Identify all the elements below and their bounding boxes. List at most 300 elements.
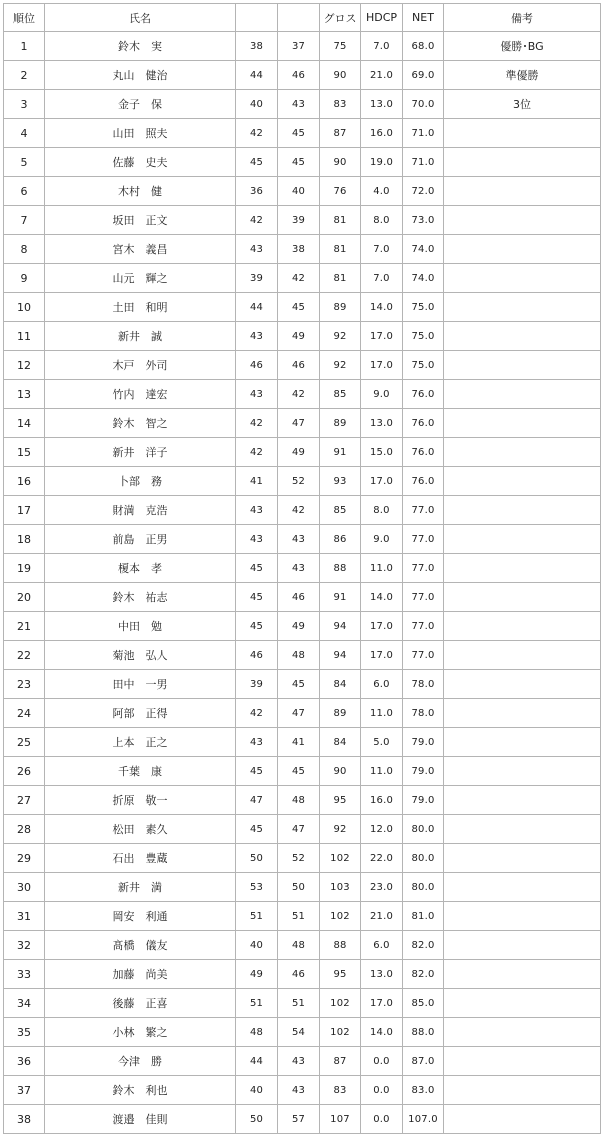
- cell-gross: 107: [320, 1105, 361, 1134]
- table-row: [4, 786, 601, 815]
- cell-name: 榎本 孝: [45, 554, 236, 583]
- cell-name: 木戸 外司: [45, 351, 236, 380]
- table-row: [4, 293, 601, 322]
- cell-in-score: 42: [278, 264, 320, 293]
- cell-name: 田中 一男: [45, 670, 236, 699]
- cell-rank: 17: [4, 496, 45, 525]
- table-row: [4, 148, 601, 177]
- table-row: [4, 264, 601, 293]
- cell-remarks: [444, 351, 601, 380]
- cell-in-score: 42: [278, 380, 320, 409]
- cell-net: 74.0: [403, 235, 444, 264]
- cell-out-score: 51: [236, 902, 278, 931]
- cell-name: 山元 輝之: [45, 264, 236, 293]
- cell-rank: 34: [4, 989, 45, 1018]
- cell-rank: 11: [4, 322, 45, 351]
- cell-in-score: 46: [278, 960, 320, 989]
- cell-rank: 38: [4, 1105, 45, 1134]
- results-table: [3, 3, 601, 1134]
- cell-net: 77.0: [403, 612, 444, 641]
- cell-out-score: 39: [236, 670, 278, 699]
- cell-gross: 91: [320, 438, 361, 467]
- cell-name: 松田 素久: [45, 815, 236, 844]
- cell-name: 岡安 利通: [45, 902, 236, 931]
- cell-hdcp: 11.0: [361, 757, 403, 786]
- cell-out-score: 43: [236, 322, 278, 351]
- cell-hdcp: 17.0: [361, 989, 403, 1018]
- cell-hdcp: 6.0: [361, 931, 403, 960]
- table-row: [4, 525, 601, 554]
- cell-out-score: 43: [236, 525, 278, 554]
- cell-rank: 27: [4, 786, 45, 815]
- cell-net: 80.0: [403, 873, 444, 902]
- cell-out-score: 51: [236, 989, 278, 1018]
- table-row: [4, 960, 601, 989]
- cell-gross: 92: [320, 815, 361, 844]
- cell-name: 坂田 正文: [45, 206, 236, 235]
- cell-gross: 102: [320, 844, 361, 873]
- table-row: [4, 670, 601, 699]
- cell-remarks: [444, 670, 601, 699]
- table-row: [4, 438, 601, 467]
- cell-gross: 86: [320, 525, 361, 554]
- cell-rank: 4: [4, 119, 45, 148]
- cell-out-score: 45: [236, 757, 278, 786]
- cell-rank: 35: [4, 1018, 45, 1047]
- table-row: [4, 1047, 601, 1076]
- cell-remarks: [444, 873, 601, 902]
- cell-remarks: [444, 728, 601, 757]
- cell-out-score: 40: [236, 1076, 278, 1105]
- cell-net: 77.0: [403, 554, 444, 583]
- cell-remarks: [444, 641, 601, 670]
- cell-remarks: [444, 960, 601, 989]
- cell-rank: 7: [4, 206, 45, 235]
- cell-net: 72.0: [403, 177, 444, 206]
- cell-in-score: 49: [278, 322, 320, 351]
- cell-in-score: 47: [278, 409, 320, 438]
- cell-name: 鈴木 智之: [45, 409, 236, 438]
- cell-net: 70.0: [403, 90, 444, 119]
- cell-hdcp: 17.0: [361, 612, 403, 641]
- cell-net: 75.0: [403, 351, 444, 380]
- cell-rank: 2: [4, 61, 45, 90]
- cell-hdcp: 8.0: [361, 206, 403, 235]
- cell-hdcp: 16.0: [361, 119, 403, 148]
- cell-name: 菊池 弘人: [45, 641, 236, 670]
- cell-in-score: 43: [278, 1076, 320, 1105]
- cell-out-score: 40: [236, 931, 278, 960]
- cell-hdcp: 13.0: [361, 960, 403, 989]
- table-row: [4, 496, 601, 525]
- cell-hdcp: 13.0: [361, 409, 403, 438]
- cell-rank: 6: [4, 177, 45, 206]
- cell-in-score: 46: [278, 61, 320, 90]
- cell-remarks: [444, 989, 601, 1018]
- cell-remarks: [444, 786, 601, 815]
- cell-gross: 84: [320, 728, 361, 757]
- cell-name: 鈴木 利也: [45, 1076, 236, 1105]
- cell-in-score: 37: [278, 32, 320, 61]
- cell-remarks: [444, 177, 601, 206]
- cell-in-score: 43: [278, 525, 320, 554]
- cell-rank: 32: [4, 931, 45, 960]
- cell-name: 今津 勝: [45, 1047, 236, 1076]
- cell-net: 71.0: [403, 148, 444, 177]
- cell-hdcp: 8.0: [361, 496, 403, 525]
- cell-hdcp: 17.0: [361, 467, 403, 496]
- cell-gross: 87: [320, 119, 361, 148]
- table-row: [4, 177, 601, 206]
- cell-rank: 10: [4, 293, 45, 322]
- table-row: [4, 206, 601, 235]
- cell-out-score: 41: [236, 467, 278, 496]
- cell-gross: 85: [320, 496, 361, 525]
- cell-gross: 90: [320, 757, 361, 786]
- cell-rank: 28: [4, 815, 45, 844]
- cell-remarks: 3位: [444, 90, 601, 119]
- cell-gross: 94: [320, 641, 361, 670]
- header-net: NET: [403, 4, 444, 32]
- cell-remarks: [444, 583, 601, 612]
- cell-rank: 31: [4, 902, 45, 931]
- cell-remarks: [444, 612, 601, 641]
- cell-hdcp: 21.0: [361, 61, 403, 90]
- table-row: [4, 612, 601, 641]
- cell-gross: 92: [320, 322, 361, 351]
- cell-out-score: 45: [236, 554, 278, 583]
- cell-out-score: 49: [236, 960, 278, 989]
- cell-out-score: 47: [236, 786, 278, 815]
- cell-hdcp: 17.0: [361, 351, 403, 380]
- cell-hdcp: 9.0: [361, 380, 403, 409]
- table-row: [4, 32, 601, 61]
- cell-gross: 91: [320, 583, 361, 612]
- cell-net: 79.0: [403, 786, 444, 815]
- cell-rank: 9: [4, 264, 45, 293]
- cell-rank: 36: [4, 1047, 45, 1076]
- cell-remarks: [444, 699, 601, 728]
- cell-net: 80.0: [403, 815, 444, 844]
- cell-remarks: [444, 438, 601, 467]
- cell-rank: 22: [4, 641, 45, 670]
- cell-out-score: 40: [236, 90, 278, 119]
- cell-remarks: [444, 931, 601, 960]
- cell-hdcp: 12.0: [361, 815, 403, 844]
- cell-hdcp: 0.0: [361, 1105, 403, 1134]
- cell-gross: 85: [320, 380, 361, 409]
- cell-rank: 25: [4, 728, 45, 757]
- cell-net: 76.0: [403, 380, 444, 409]
- cell-hdcp: 11.0: [361, 699, 403, 728]
- cell-hdcp: 14.0: [361, 583, 403, 612]
- cell-hdcp: 6.0: [361, 670, 403, 699]
- cell-gross: 76: [320, 177, 361, 206]
- cell-net: 77.0: [403, 583, 444, 612]
- cell-in-score: 47: [278, 699, 320, 728]
- cell-net: 78.0: [403, 699, 444, 728]
- table-row: [4, 90, 601, 119]
- cell-hdcp: 19.0: [361, 148, 403, 177]
- cell-rank: 26: [4, 757, 45, 786]
- cell-in-score: 48: [278, 931, 320, 960]
- cell-hdcp: 0.0: [361, 1076, 403, 1105]
- header-rank: 順位: [4, 4, 45, 32]
- cell-gross: 81: [320, 206, 361, 235]
- cell-in-score: 39: [278, 206, 320, 235]
- cell-name: 鈴木 実: [45, 32, 236, 61]
- cell-remarks: [444, 380, 601, 409]
- cell-remarks: [444, 119, 601, 148]
- cell-remarks: [444, 293, 601, 322]
- cell-hdcp: 0.0: [361, 1047, 403, 1076]
- cell-gross: 95: [320, 786, 361, 815]
- cell-gross: 93: [320, 467, 361, 496]
- cell-out-score: 42: [236, 119, 278, 148]
- table-row: [4, 757, 601, 786]
- cell-out-score: 43: [236, 496, 278, 525]
- cell-hdcp: 16.0: [361, 786, 403, 815]
- cell-in-score: 45: [278, 293, 320, 322]
- cell-in-score: 51: [278, 989, 320, 1018]
- cell-name: 財満 克浩: [45, 496, 236, 525]
- cell-hdcp: 7.0: [361, 235, 403, 264]
- table-row: [4, 699, 601, 728]
- cell-name: 金子 保: [45, 90, 236, 119]
- cell-gross: 75: [320, 32, 361, 61]
- cell-out-score: 43: [236, 235, 278, 264]
- table-row: [4, 119, 601, 148]
- cell-rank: 8: [4, 235, 45, 264]
- cell-in-score: 52: [278, 467, 320, 496]
- cell-out-score: 45: [236, 612, 278, 641]
- cell-hdcp: 4.0: [361, 177, 403, 206]
- cell-hdcp: 17.0: [361, 322, 403, 351]
- cell-hdcp: 7.0: [361, 264, 403, 293]
- cell-net: 79.0: [403, 757, 444, 786]
- cell-in-score: 45: [278, 148, 320, 177]
- cell-out-score: 46: [236, 641, 278, 670]
- cell-net: 74.0: [403, 264, 444, 293]
- header-out: [236, 4, 278, 32]
- cell-in-score: 57: [278, 1105, 320, 1134]
- table-row: [4, 815, 601, 844]
- cell-gross: 103: [320, 873, 361, 902]
- table-row: [4, 989, 601, 1018]
- cell-out-score: 48: [236, 1018, 278, 1047]
- cell-net: 76.0: [403, 467, 444, 496]
- header-gross: グロス: [320, 4, 361, 32]
- cell-out-score: 50: [236, 1105, 278, 1134]
- cell-in-score: 43: [278, 90, 320, 119]
- cell-net: 79.0: [403, 728, 444, 757]
- table-row: [4, 583, 601, 612]
- cell-out-score: 43: [236, 380, 278, 409]
- cell-hdcp: 22.0: [361, 844, 403, 873]
- cell-net: 77.0: [403, 496, 444, 525]
- cell-name: 木村 健: [45, 177, 236, 206]
- cell-hdcp: 9.0: [361, 525, 403, 554]
- cell-rank: 30: [4, 873, 45, 902]
- cell-net: 107.0: [403, 1105, 444, 1134]
- cell-gross: 92: [320, 351, 361, 380]
- cell-gross: 88: [320, 931, 361, 960]
- cell-hdcp: 21.0: [361, 902, 403, 931]
- cell-gross: 90: [320, 148, 361, 177]
- cell-gross: 84: [320, 670, 361, 699]
- cell-gross: 81: [320, 235, 361, 264]
- cell-net: 76.0: [403, 438, 444, 467]
- cell-net: 71.0: [403, 119, 444, 148]
- cell-rank: 33: [4, 960, 45, 989]
- table-row: [4, 322, 601, 351]
- cell-gross: 89: [320, 409, 361, 438]
- cell-name: 千葉 康: [45, 757, 236, 786]
- table-row: [4, 1076, 601, 1105]
- cell-rank: 24: [4, 699, 45, 728]
- cell-gross: 89: [320, 293, 361, 322]
- cell-rank: 15: [4, 438, 45, 467]
- cell-in-score: 54: [278, 1018, 320, 1047]
- cell-net: 76.0: [403, 409, 444, 438]
- cell-in-score: 46: [278, 583, 320, 612]
- cell-in-score: 43: [278, 1047, 320, 1076]
- cell-gross: 102: [320, 902, 361, 931]
- cell-in-score: 45: [278, 119, 320, 148]
- cell-net: 78.0: [403, 670, 444, 699]
- cell-name: 佐藤 史夫: [45, 148, 236, 177]
- cell-remarks: [444, 467, 601, 496]
- cell-hdcp: 14.0: [361, 293, 403, 322]
- cell-net: 82.0: [403, 960, 444, 989]
- cell-hdcp: 15.0: [361, 438, 403, 467]
- cell-rank: 1: [4, 32, 45, 61]
- cell-out-score: 46: [236, 351, 278, 380]
- cell-in-score: 50: [278, 873, 320, 902]
- cell-gross: 83: [320, 90, 361, 119]
- cell-net: 75.0: [403, 293, 444, 322]
- table-row: [4, 554, 601, 583]
- cell-name: 阿部 正得: [45, 699, 236, 728]
- cell-rank: 12: [4, 351, 45, 380]
- cell-name: 宮木 義昌: [45, 235, 236, 264]
- cell-rank: 16: [4, 467, 45, 496]
- cell-name: 渡邉 佳則: [45, 1105, 236, 1134]
- cell-out-score: 50: [236, 844, 278, 873]
- cell-net: 73.0: [403, 206, 444, 235]
- cell-rank: 18: [4, 525, 45, 554]
- table-row: [4, 728, 601, 757]
- cell-name: 小林 繁之: [45, 1018, 236, 1047]
- cell-rank: 37: [4, 1076, 45, 1105]
- cell-remarks: [444, 815, 601, 844]
- header-hdcp: HDCP: [361, 4, 403, 32]
- header-name: 氏名: [45, 4, 236, 32]
- cell-name: 山田 照夫: [45, 119, 236, 148]
- cell-net: 88.0: [403, 1018, 444, 1047]
- cell-out-score: 45: [236, 815, 278, 844]
- cell-gross: 81: [320, 264, 361, 293]
- cell-name: 上本 正之: [45, 728, 236, 757]
- cell-name: 丸山 健治: [45, 61, 236, 90]
- cell-gross: 90: [320, 61, 361, 90]
- cell-remarks: [444, 525, 601, 554]
- cell-out-score: 44: [236, 1047, 278, 1076]
- cell-in-score: 48: [278, 786, 320, 815]
- cell-in-score: 41: [278, 728, 320, 757]
- cell-in-score: 47: [278, 815, 320, 844]
- cell-net: 77.0: [403, 525, 444, 554]
- table-header-row: [4, 4, 601, 32]
- cell-remarks: [444, 206, 601, 235]
- cell-net: 75.0: [403, 322, 444, 351]
- table-row: [4, 1105, 601, 1134]
- cell-remarks: 優勝･BG: [444, 32, 601, 61]
- cell-in-score: 42: [278, 496, 320, 525]
- cell-out-score: 44: [236, 61, 278, 90]
- cell-remarks: [444, 757, 601, 786]
- cell-out-score: 43: [236, 728, 278, 757]
- cell-gross: 83: [320, 1076, 361, 1105]
- table-row: [4, 61, 601, 90]
- cell-in-score: 52: [278, 844, 320, 873]
- cell-name: 土田 和明: [45, 293, 236, 322]
- cell-remarks: [444, 496, 601, 525]
- cell-name: 折原 敬一: [45, 786, 236, 815]
- cell-hdcp: 5.0: [361, 728, 403, 757]
- cell-gross: 89: [320, 699, 361, 728]
- cell-out-score: 42: [236, 409, 278, 438]
- cell-name: 中田 勉: [45, 612, 236, 641]
- cell-remarks: [444, 322, 601, 351]
- cell-out-score: 45: [236, 148, 278, 177]
- cell-hdcp: 17.0: [361, 641, 403, 670]
- cell-in-score: 43: [278, 554, 320, 583]
- cell-hdcp: 14.0: [361, 1018, 403, 1047]
- cell-rank: 20: [4, 583, 45, 612]
- cell-remarks: [444, 1105, 601, 1134]
- cell-gross: 102: [320, 989, 361, 1018]
- cell-out-score: 45: [236, 583, 278, 612]
- cell-gross: 88: [320, 554, 361, 583]
- table-row: [4, 235, 601, 264]
- cell-rank: 23: [4, 670, 45, 699]
- cell-rank: 19: [4, 554, 45, 583]
- cell-gross: 94: [320, 612, 361, 641]
- cell-remarks: [444, 148, 601, 177]
- cell-remarks: [444, 844, 601, 873]
- cell-remarks: [444, 1076, 601, 1105]
- cell-out-score: 42: [236, 699, 278, 728]
- cell-in-score: 46: [278, 351, 320, 380]
- table-row: [4, 1018, 601, 1047]
- cell-hdcp: 23.0: [361, 873, 403, 902]
- cell-in-score: 49: [278, 438, 320, 467]
- table-row: [4, 409, 601, 438]
- cell-name: 後藤 正喜: [45, 989, 236, 1018]
- cell-remarks: [444, 409, 601, 438]
- cell-in-score: 51: [278, 902, 320, 931]
- cell-rank: 3: [4, 90, 45, 119]
- header-remarks: 備考: [444, 4, 601, 32]
- cell-hdcp: 11.0: [361, 554, 403, 583]
- results-table-container: [3, 3, 601, 1134]
- cell-remarks: [444, 264, 601, 293]
- cell-out-score: 39: [236, 264, 278, 293]
- cell-gross: 87: [320, 1047, 361, 1076]
- cell-net: 77.0: [403, 641, 444, 670]
- cell-remarks: [444, 902, 601, 931]
